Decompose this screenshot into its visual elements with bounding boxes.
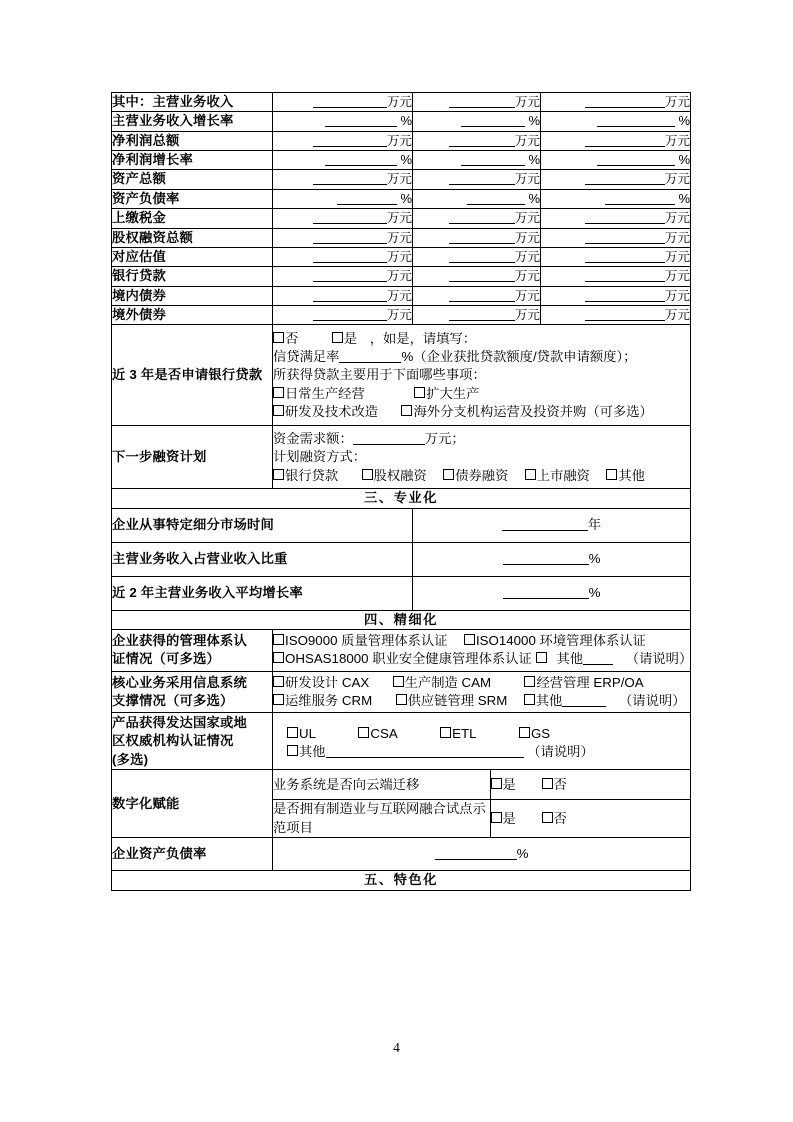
answer-cloud-migration[interactable] [490, 770, 691, 800]
checkbox-icon[interactable] [358, 727, 369, 738]
unit-label: 万元 [386, 308, 412, 323]
digital-empowerment-row [112, 770, 691, 838]
value-cell-year1[interactable] [273, 209, 413, 228]
checkbox-icon[interactable] [273, 387, 284, 398]
loan-usage-options-row1 [273, 385, 690, 403]
option-label: 是 [502, 810, 516, 826]
next-financing-label: 下一步融资计划 [112, 426, 273, 489]
unit-label: 万元 [514, 133, 540, 148]
enterprise-form-table [111, 92, 691, 891]
value-cell-year3[interactable] [541, 112, 691, 131]
unit-label: 万元 [514, 95, 540, 109]
management-cert-row1 [273, 632, 690, 650]
unit-label: 万元 [514, 308, 540, 323]
option-label: 研发设计 CAX [285, 674, 370, 690]
digital-empowerment-questions-cell [273, 770, 691, 838]
bank-loan-row [112, 325, 691, 426]
section-title-characterization: 五、特色化 [112, 871, 691, 890]
value-cell-year2[interactable] [413, 209, 541, 228]
unit-label: 万元 [514, 172, 540, 187]
value-cell-year3[interactable] [541, 306, 691, 325]
table-row [112, 189, 691, 208]
section-banner-row [112, 610, 691, 629]
option-no[interactable] [542, 810, 567, 828]
checkbox-icon[interactable] [273, 634, 284, 645]
option-label: 供应链管理 SRM [407, 693, 508, 709]
table-row [112, 306, 691, 325]
question-cloud-migration: 业务系统是否向云端迁移 [273, 770, 490, 800]
value-cell-year1[interactable] [273, 93, 413, 112]
option-label: 其他 [556, 651, 584, 667]
unit-label: 万元 [514, 288, 540, 303]
unit-label: 万元 [664, 308, 690, 323]
row-label: 银行贷款 [112, 267, 273, 286]
page-number: 4 [393, 1040, 400, 1055]
option-label: 经营管理 ERP/OA [536, 674, 644, 690]
value-cell-avg-growth-2y[interactable] [413, 576, 691, 610]
value-cell-year3[interactable] [541, 93, 691, 112]
unit-label: % [678, 113, 690, 129]
credit-rate-note: （企业获批贷款额度/贷款申请额度）； [413, 348, 637, 364]
value-cell-year3[interactable] [541, 286, 691, 305]
checkbox-icon[interactable] [287, 745, 298, 756]
value-cell-main-revenue-share[interactable] [413, 542, 691, 576]
checkbox-icon[interactable] [440, 727, 451, 738]
unit-label: 万元 [386, 249, 412, 264]
product-cert-label [112, 713, 273, 770]
other-system-input[interactable] [562, 694, 606, 708]
checkbox-icon[interactable] [536, 652, 547, 663]
option-other-product-cert[interactable] [287, 743, 524, 761]
option-label: 其他 [535, 693, 563, 709]
value-cell-year1[interactable] [273, 306, 413, 325]
option-label: OHSAS18000 职业安全健康管理体系认证 [285, 651, 532, 667]
checkbox-icon[interactable] [401, 405, 412, 416]
table-row [112, 151, 691, 170]
question-mfg-internet-pilot: 是否拥有制造业与互联网融合试点示范项目 [273, 800, 490, 837]
digital-empowerment-label: 数字化赋能 [112, 770, 273, 838]
unit-label: % [528, 190, 540, 206]
table-row [112, 576, 691, 610]
product-cert-options-cell[interactable] [273, 713, 691, 770]
label-line-3: (多选) [112, 751, 149, 767]
loan-usage-options-row2 [273, 403, 690, 421]
value-cell-year2[interactable] [413, 112, 541, 131]
table-row [112, 131, 691, 150]
option-ohsas18000[interactable] [273, 650, 532, 668]
unit-label: % [528, 113, 540, 129]
other-cert-input[interactable] [583, 652, 613, 666]
label-line-1: 产品获得发达国家或地 [112, 714, 247, 730]
option-yes[interactable] [332, 330, 357, 348]
value-cell-year2[interactable] [413, 189, 541, 208]
option-other-financing[interactable] [606, 467, 645, 485]
unit-label: 万元 [664, 133, 690, 148]
row-label: 境外债券 [112, 306, 273, 325]
value-cell-year1[interactable] [273, 151, 413, 170]
unit-label: 万元 [386, 230, 412, 245]
info-system-row1 [273, 674, 690, 692]
unit-label: 年 [587, 517, 602, 533]
value-cell-year2[interactable] [413, 247, 541, 266]
option-label: 生产制造 CAM [404, 674, 492, 690]
table-row [112, 508, 691, 542]
unit-label: 万元 [664, 230, 690, 245]
option-gs[interactable] [519, 725, 550, 743]
next-financing-row [112, 426, 691, 489]
product-cert-row2 [287, 743, 690, 761]
checkbox-icon[interactable] [525, 469, 536, 480]
row-label: 主营业务收入占营业收入比重 [112, 542, 413, 576]
option-rd-tech-upgrade[interactable] [273, 403, 378, 421]
option-no[interactable] [542, 776, 567, 794]
checkbox-icon[interactable] [491, 812, 502, 823]
row-label: 企业从事特定细分市场时间 [112, 508, 413, 542]
value-cell-year3[interactable] [541, 267, 691, 286]
value-cell-market-years[interactable] [413, 508, 691, 542]
credit-rate-input[interactable] [339, 349, 401, 363]
option-iso14000[interactable] [464, 632, 646, 650]
option-label: 运维服务 CRM [285, 693, 373, 709]
credit-rate-label: 信贷满足率 [273, 348, 340, 364]
option-bond-financing[interactable] [443, 467, 508, 485]
checkbox-icon[interactable] [273, 469, 284, 480]
table-row [112, 112, 691, 131]
value-cell-year3[interactable] [541, 209, 691, 228]
info-system-row [112, 671, 691, 713]
management-cert-row2 [273, 650, 693, 668]
label-line-2: 证情况（可多选） [112, 651, 220, 667]
option-yes[interactable] [491, 810, 516, 828]
funding-amount-unit: 万元； [424, 430, 465, 446]
checkbox-icon[interactable] [287, 727, 298, 738]
unit-label: % [516, 845, 529, 861]
bank-loan-label: 近 3 年是否申请银行贷款 [112, 325, 273, 426]
table-row [112, 228, 691, 247]
option-label: 其他 [299, 743, 326, 759]
option-daily-operation[interactable] [273, 385, 365, 403]
option-label: UL [299, 725, 316, 741]
option-bank-loan[interactable] [273, 467, 338, 485]
checkbox-icon[interactable] [524, 676, 535, 687]
value-cell-year3[interactable] [541, 247, 691, 266]
option-label: 否 [553, 776, 567, 792]
option-csa[interactable] [358, 725, 397, 743]
option-label: 债券融资 [455, 467, 509, 483]
funding-amount-label: 资金需求额： [273, 430, 353, 446]
table-row [112, 542, 691, 576]
option-label: 是 [343, 330, 357, 346]
option-label: CSA [370, 725, 398, 741]
option-label: 否 [553, 810, 567, 826]
value-cell-year3[interactable] [541, 170, 691, 189]
option-label: ISO9000 质量管理体系认证 [285, 633, 448, 649]
value-cell-year1[interactable] [273, 247, 413, 266]
unit-label: % [588, 585, 601, 601]
other-product-cert-input[interactable] [326, 744, 524, 758]
option-label: 其他 [618, 467, 645, 483]
value-cell-year1[interactable] [273, 170, 413, 189]
checkbox-icon[interactable] [464, 634, 475, 645]
option-label: 日常生产经营 [285, 385, 365, 401]
unit-label: 万元 [386, 95, 412, 109]
digital-question-row [273, 800, 691, 837]
unit-label: % [528, 152, 540, 168]
management-cert-label [112, 630, 273, 672]
unit-label: 万元 [386, 133, 412, 148]
row-label: 境内债券 [112, 286, 273, 305]
table-row [112, 838, 691, 871]
specify-note: （请说明） [619, 693, 686, 709]
option-yes[interactable] [491, 776, 516, 794]
unit-label: 万元 [664, 211, 690, 226]
option-crm[interactable] [273, 692, 372, 710]
unit-label: % [400, 113, 412, 129]
option-overseas-branch-ma[interactable] [401, 403, 586, 421]
option-label: ISO14000 环境管理体系认证 [475, 633, 646, 649]
unit-label: 万元 [664, 249, 690, 264]
row-label: 主营业务收入增长率 [112, 112, 273, 131]
checkbox-icon[interactable] [519, 727, 530, 738]
checkbox-icon[interactable] [273, 694, 284, 705]
value-cell-year2[interactable] [413, 93, 541, 112]
unit-label: 万元 [514, 249, 540, 264]
checkbox-icon[interactable] [443, 469, 454, 480]
label-line-2: 区权威机构认证情况 [112, 733, 234, 749]
unit-label: % [400, 152, 412, 168]
row-label: 净利润增长率 [112, 151, 273, 170]
table-row [112, 209, 691, 228]
specify-note: （请说明） [527, 743, 594, 759]
info-system-label [112, 671, 273, 713]
option-label: GS [530, 725, 551, 741]
unit-label: % [400, 190, 412, 206]
option-etl[interactable] [440, 725, 476, 743]
checkbox-icon[interactable] [273, 652, 284, 663]
value-cell-year1[interactable] [273, 267, 413, 286]
product-cert-row1 [287, 725, 690, 743]
checkbox-icon[interactable] [491, 778, 502, 789]
checkbox-icon[interactable] [273, 405, 284, 416]
value-cell-year3[interactable] [541, 131, 691, 150]
option-other-system[interactable] [524, 692, 607, 710]
value-cell-year2[interactable] [413, 286, 541, 305]
table-row [112, 267, 691, 286]
checkbox-icon[interactable] [362, 469, 373, 480]
checkbox-icon[interactable] [414, 387, 425, 398]
value-cell-year1[interactable] [273, 131, 413, 150]
unit-label: % [678, 152, 690, 168]
option-cax[interactable] [273, 674, 369, 692]
digital-questions-table [273, 770, 691, 837]
checkbox-icon[interactable] [396, 694, 407, 705]
option-label: ETL [452, 725, 477, 741]
unit-label: 万元 [514, 230, 540, 245]
unit-label: 万元 [664, 269, 690, 284]
value-cell-year2[interactable] [413, 306, 541, 325]
row-label: 近 2 年主营业务收入平均增长率 [112, 576, 413, 610]
value-cell-year2[interactable] [413, 267, 541, 286]
option-other-cert[interactable] [536, 650, 614, 668]
answer-mfg-internet-pilot[interactable] [490, 800, 691, 837]
option-label: 否 [285, 330, 299, 346]
option-label: 上市融资 [536, 467, 590, 483]
management-cert-options-cell[interactable] [273, 630, 691, 672]
if-yes-note: ，如是，请填写： [369, 330, 477, 346]
checkbox-icon[interactable] [606, 469, 617, 480]
unit-label: 万元 [664, 172, 690, 187]
option-label: 研发及技术改造 [285, 403, 379, 419]
info-system-options-cell[interactable] [273, 671, 691, 713]
credit-rate-unit: % [401, 348, 414, 364]
section-title-specialization: 三、专业化 [112, 489, 691, 508]
section-banner-row [112, 489, 691, 508]
value-cell-debt-ratio[interactable] [273, 838, 691, 871]
value-cell-year1[interactable] [273, 189, 413, 208]
option-ipo-financing[interactable] [525, 467, 590, 485]
section-banner-row [112, 871, 691, 890]
unit-label: 万元 [664, 95, 690, 109]
table-row [112, 247, 691, 266]
table-row [112, 93, 691, 112]
section-title-refinement: 四、精细化 [112, 610, 691, 629]
option-expand-production[interactable] [414, 385, 479, 403]
funding-amount-line [273, 430, 690, 448]
unit-label: 万元 [386, 269, 412, 284]
value-cell-year1[interactable] [273, 228, 413, 247]
unit-label: 万元 [386, 288, 412, 303]
label-line-2: 支撑情况（可多选） [112, 693, 234, 709]
checkbox-icon[interactable] [273, 676, 284, 687]
next-financing-answer-cell[interactable] [273, 426, 691, 489]
value-cell-year3[interactable] [541, 228, 691, 247]
value-cell-year2[interactable] [413, 151, 541, 170]
loan-usage-prompt: 所获得贷款主要用于下面哪些事项： [273, 367, 486, 383]
checkbox-icon[interactable] [542, 778, 553, 789]
checkbox-icon[interactable] [273, 332, 284, 343]
funding-amount-input[interactable] [353, 431, 425, 445]
option-erp-oa[interactable] [524, 674, 643, 692]
value-cell-year2[interactable] [413, 228, 541, 247]
info-system-row2 [273, 692, 690, 710]
multi-select-note: （可多选） [586, 403, 653, 419]
value-cell-year1[interactable] [273, 286, 413, 305]
option-label: 银行贷款 [285, 467, 339, 483]
unit-label: % [588, 551, 601, 567]
row-label: 其中：主营业务收入 [112, 93, 273, 112]
unit-label: 万元 [664, 288, 690, 303]
option-srm[interactable] [396, 692, 508, 710]
option-ul[interactable] [287, 725, 316, 743]
digital-question-row [273, 770, 691, 800]
unit-label: 万元 [514, 269, 540, 284]
checkbox-icon[interactable] [524, 694, 535, 705]
option-equity-financing[interactable] [362, 467, 427, 485]
row-label: 对应估值 [112, 247, 273, 266]
financing-method-options [273, 467, 690, 485]
label-line-1: 企业获得的管理体系认 [112, 633, 247, 649]
checkbox-icon[interactable] [393, 676, 404, 687]
specify-note: （请说明） [625, 651, 693, 667]
row-label: 资产总额 [112, 170, 273, 189]
financing-method-label: 计划融资方式： [273, 449, 367, 465]
value-cell-year1[interactable] [273, 112, 413, 131]
value-cell-year2[interactable] [413, 131, 541, 150]
unit-label: 万元 [386, 172, 412, 187]
row-label: 资产负债率 [112, 189, 273, 208]
table-row [112, 170, 691, 189]
value-cell-year2[interactable] [413, 170, 541, 189]
row-label: 上缴税金 [112, 209, 273, 228]
value-cell-year3[interactable] [541, 151, 691, 170]
option-iso9000[interactable] [273, 632, 448, 650]
label-line-1: 核心业务采用信息系统 [112, 674, 247, 690]
bank-loan-yesno-line [273, 330, 690, 348]
table-row [112, 286, 691, 305]
unit-label: 万元 [514, 211, 540, 226]
unit-label: 万元 [386, 211, 412, 226]
option-label: 海外分支机构运营及投资并购 [413, 403, 587, 419]
option-cam[interactable] [393, 674, 491, 692]
row-label: 净利润总额 [112, 131, 273, 150]
row-label: 股权融资总额 [112, 228, 273, 247]
checkbox-icon[interactable] [332, 332, 343, 343]
value-cell-year3[interactable] [541, 189, 691, 208]
option-label: 扩大生产 [426, 385, 480, 401]
bank-loan-answer-cell[interactable] [273, 325, 691, 426]
checkbox-icon[interactable] [542, 812, 553, 823]
row-label: 企业资产负债率 [112, 838, 273, 871]
unit-label: % [678, 190, 690, 206]
option-label: 股权融资 [373, 467, 427, 483]
management-cert-row [112, 630, 691, 672]
credit-rate-line [273, 348, 690, 366]
option-label: 是 [502, 776, 516, 792]
product-cert-row [112, 713, 691, 770]
option-no[interactable] [273, 330, 298, 348]
